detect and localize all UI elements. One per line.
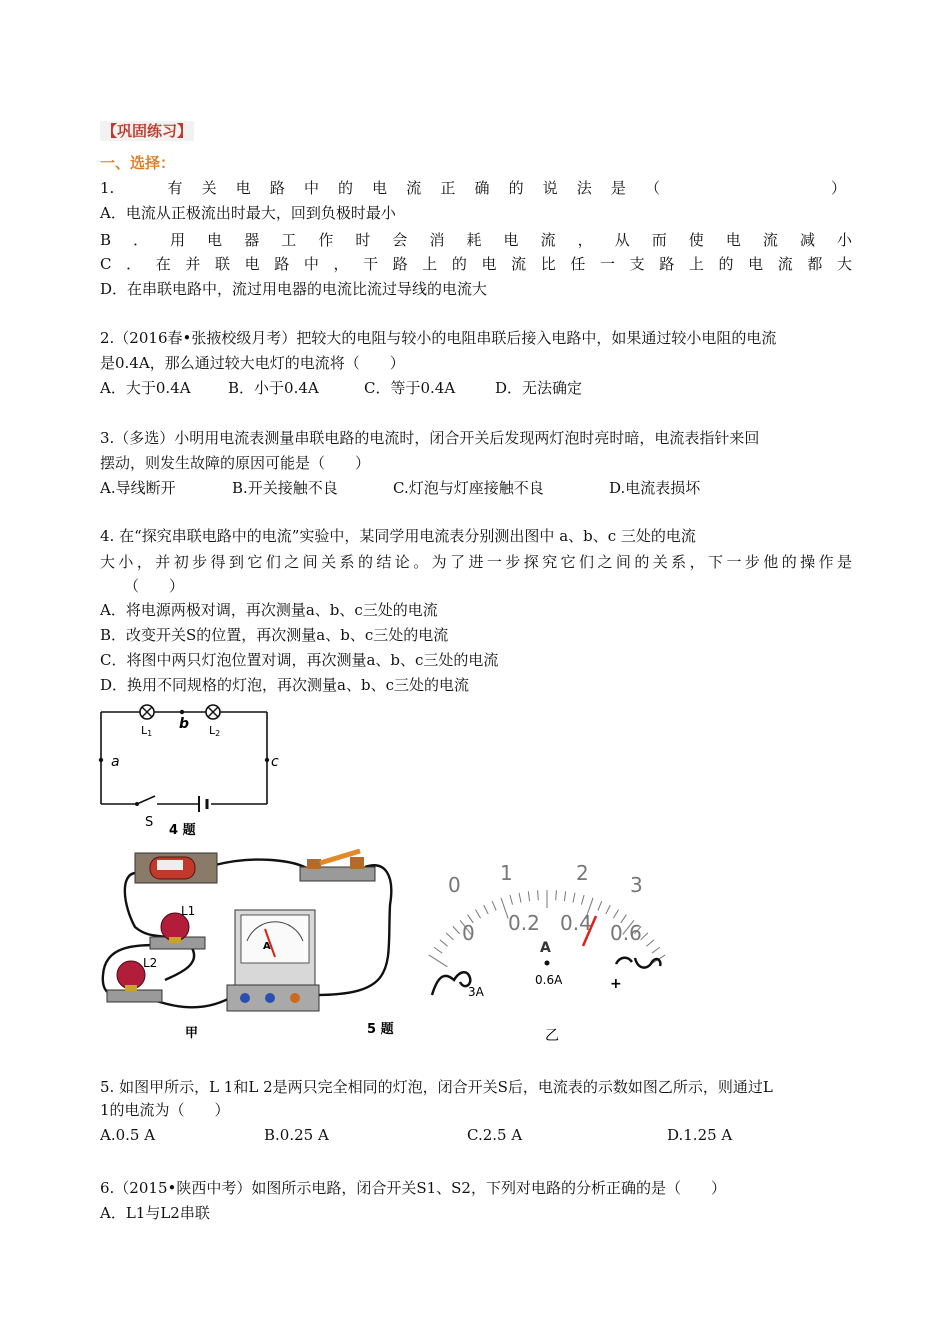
- fig5-caption: 5 题: [367, 1022, 394, 1037]
- dial-tick: [475, 910, 480, 919]
- q2-option-a: A．大于0.4A: [100, 379, 191, 397]
- q5-physical-circuit: [95, 845, 415, 1045]
- q2-line1: 2.（2016春•张掖校级月考）把较大的电阻与较小的电阻串联后接入电路中，如果通过较小电阻的电流: [100, 329, 777, 347]
- ammeter-icon: [227, 910, 319, 1011]
- q3-line2: 摆动，则发生故障的原因可能是（ ）: [100, 454, 371, 472]
- dial-top-3: 3: [630, 873, 643, 897]
- section-subtitle: 一、选择：: [100, 154, 176, 172]
- q1-option-a: A．电流从正极流出时最大，回到负极时最小: [100, 204, 396, 222]
- q4-option-c: C．将图中两只灯泡位置对调，再次测量a、b、c三处的电流: [100, 651, 499, 669]
- q4-line1: 4. 在“探究串联电路中的电流”实验中，某同学用电流表分别测出图中 a、b、c 三处的电流: [100, 527, 696, 545]
- q5-option-a: A.0.5 A: [100, 1126, 156, 1144]
- fig5-label-jia: 甲: [185, 1026, 199, 1041]
- fig4-label-a: a: [111, 754, 120, 770]
- lamp-l2-icon: [206, 705, 220, 719]
- dial-tick: [484, 905, 489, 914]
- dial-tick: [538, 890, 539, 900]
- q5-option-b: B.0.25 A: [264, 1126, 329, 1144]
- q3-option-b: B.开关接触不良: [232, 479, 338, 497]
- fig4-label-l1: L1: [141, 724, 153, 738]
- q1-option-b: B．用电器工作时会消耗电流，从而使电流减小: [100, 231, 852, 249]
- dial-tick: [528, 891, 529, 901]
- q4-option-b: B．改变开关S的位置，再次测量a、b、c三处的电流: [100, 626, 449, 644]
- fig5-label-yi: 乙: [545, 1028, 559, 1044]
- dial-tick: [613, 910, 618, 919]
- terminal-plus-label: +: [610, 976, 622, 992]
- section-title: 【巩固练习】: [102, 122, 193, 140]
- dial-bottom-0: 0: [462, 921, 475, 945]
- fig4-label-b: b: [179, 716, 190, 732]
- dial-tick: [581, 895, 584, 905]
- terminal-3a-label: 3A: [468, 985, 484, 999]
- switch-icon: [300, 851, 375, 881]
- q2-option-d: D．无法确定: [495, 379, 583, 397]
- lamp-l1-icon: [140, 705, 154, 719]
- q4-circuit-diagram: [95, 700, 295, 840]
- q5-option-c: C.2.5 A: [467, 1126, 523, 1144]
- dial-tick: [446, 933, 453, 940]
- q2-option-c: C．等于0.4A: [364, 379, 456, 397]
- q3-option-a: A.导线断开: [100, 479, 176, 497]
- dial-tick: [573, 893, 575, 903]
- q1-option-c: C．在并联电路中，干路上的电流比任一支路上的电流都大: [100, 255, 852, 273]
- terminal-3a-icon: [432, 972, 470, 995]
- dial-tick: [556, 890, 557, 900]
- q3-line1: 3.（多选）小明用电流表测量串联电路的电流时，闭合开关后发现两灯泡时亮时暗，电流表指针来回: [100, 429, 760, 447]
- dial-tick: [606, 905, 611, 914]
- q5-line2: 1的电流为（ ）: [100, 1101, 230, 1119]
- fig4-label-s: S: [145, 815, 154, 830]
- q4-line3: （ ）: [124, 577, 185, 595]
- dial-top-1: 1: [500, 861, 513, 885]
- fig5-label-l2: L2: [143, 956, 158, 970]
- dial-top-2: 2: [576, 861, 589, 885]
- battery-icon: [135, 853, 217, 883]
- q5-ammeter-dial: [420, 860, 675, 1045]
- dial-tick: [510, 895, 513, 905]
- q4-option-d: D．换用不同规格的灯泡，再次测量a、b、c三处的电流: [100, 676, 469, 694]
- dial-tick: [652, 947, 660, 953]
- dial-tick: [492, 901, 496, 910]
- dial-tick: [434, 947, 442, 953]
- q1-stem-line: [100, 176, 852, 200]
- q1-close: ）: [830, 179, 846, 197]
- q2-option-b: B．小于0.4A: [228, 379, 319, 397]
- lamp-l1-bulb-icon: [150, 913, 205, 949]
- fig5-label-l1: L1: [181, 904, 196, 918]
- fig5-meter-unit: A: [263, 941, 271, 952]
- dial-tick: [453, 926, 460, 933]
- q1-stem: 1. 有关电路中的电流正确的说法是（: [100, 179, 660, 197]
- dial-bottom-2: 0.4: [560, 911, 592, 935]
- dial-tick: [429, 955, 448, 967]
- dial-unit-a: A: [540, 940, 551, 956]
- q4-line2: 大小，并初步得到它们之间关系的结论。为了进一步探究它们之间的关系，下一步他的操作是: [100, 553, 852, 571]
- q4-option-a: A．将电源两极对调，再次测量a、b、c三处的电流: [100, 601, 438, 619]
- dial-tick: [646, 940, 654, 946]
- q6-line1: 6.（2015•陕西中考）如图所示电路，闭合开关S1、S2，下列对电路的分析正确的是（ ）: [100, 1179, 726, 1197]
- dial-tick: [440, 940, 448, 946]
- q2-line2: 是0.4A，那么通过较大电灯的电流将（ ）: [100, 354, 405, 372]
- q1-option-d: D．在串联电路中，流过用电器的电流比流过导线的电流大: [100, 280, 488, 298]
- fig4-caption: 4 题: [169, 823, 196, 838]
- dial-tick: [519, 893, 521, 903]
- q5-option-d: D.1.25 A: [667, 1126, 733, 1144]
- q3-option-d: D.电流表损坏: [609, 479, 701, 497]
- dial-bottom-1: 0.2: [508, 911, 540, 935]
- q3-option-c: C.灯泡与灯座接触不良: [393, 479, 544, 497]
- dial-bottom-3: 0.6: [610, 921, 642, 945]
- fig4-label-l2: L2: [209, 724, 221, 738]
- terminal-06a-label: 0.6A: [535, 973, 563, 987]
- dial-tick: [564, 891, 565, 901]
- q5-line1: 5. 如图甲所示，L 1和L 2是两只完全相同的灯泡，闭合开关S后，电流表的示数如图乙所示，则通过L: [100, 1078, 773, 1096]
- dial-tick: [598, 901, 602, 910]
- fig4-label-c: c: [271, 754, 279, 770]
- q6-option-a: A．L1与L2串联: [100, 1204, 210, 1222]
- dial-top-0: 0: [448, 873, 461, 897]
